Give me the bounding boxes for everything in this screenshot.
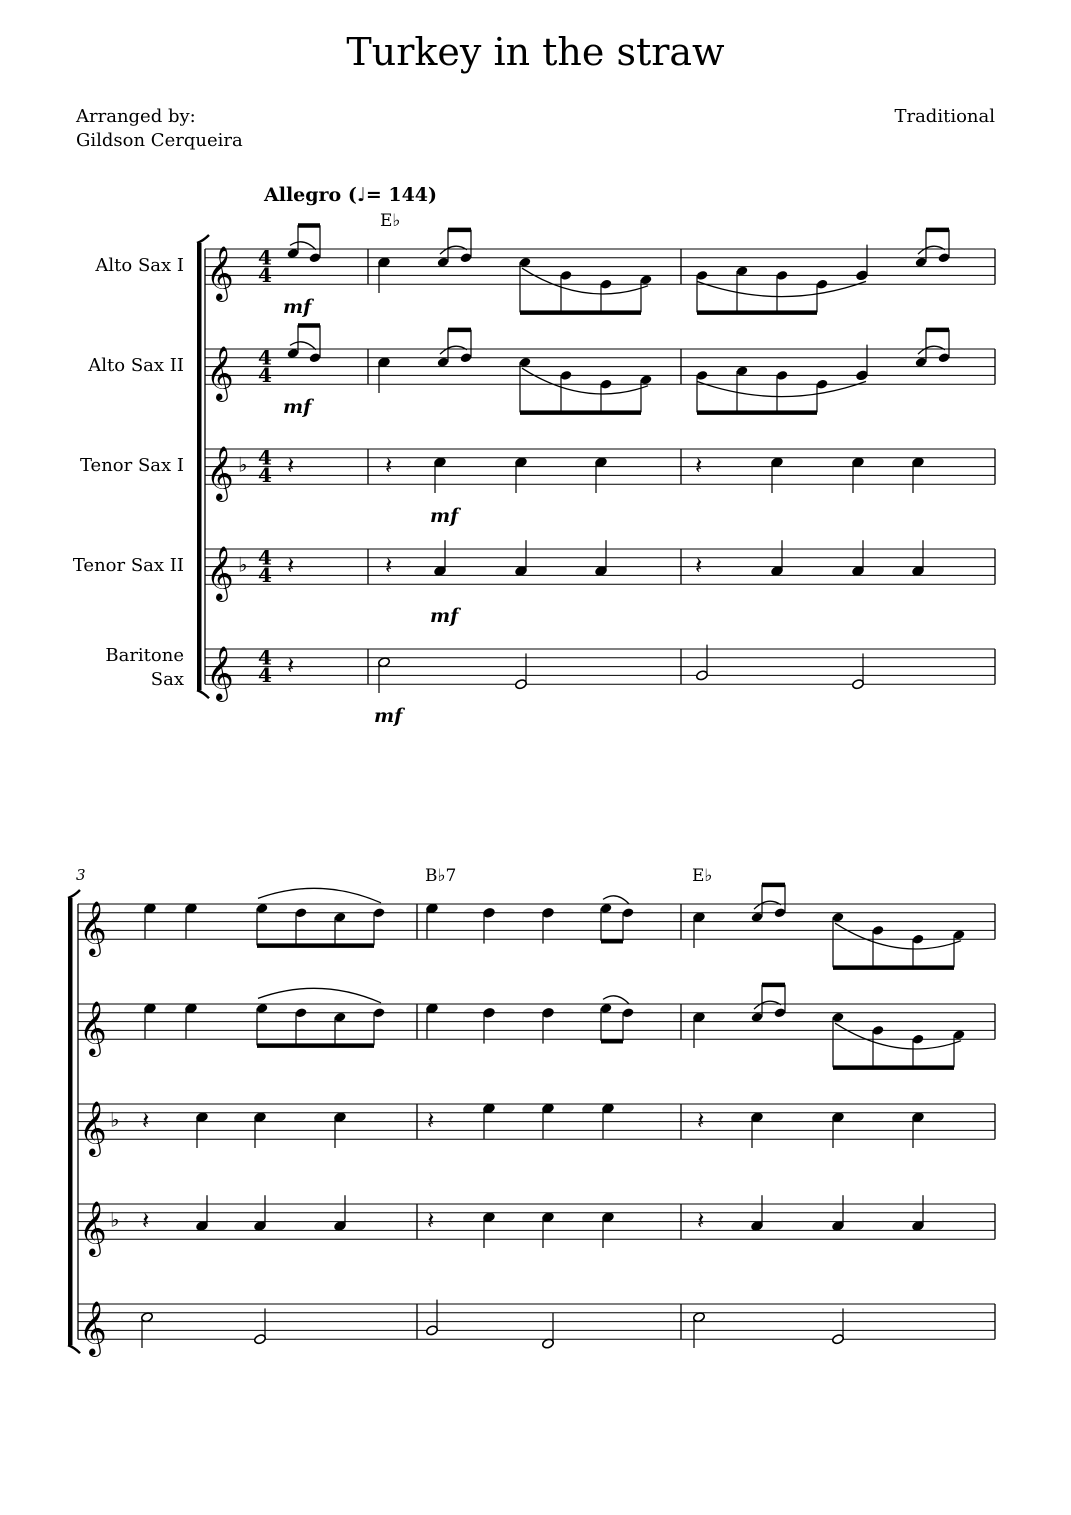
quarter-rest: 𝄽 (427, 1106, 435, 1135)
time-signature-denominator: 4 (258, 363, 272, 388)
treble-clef-icon: 𝄞 (79, 1200, 107, 1256)
time-signature-denominator: 4 (258, 463, 272, 488)
flat-key-signature: ♭ (238, 452, 248, 477)
beam (601, 1039, 623, 1044)
time-signature-numerator: 4 (258, 545, 272, 570)
quarter-rest: 𝄽 (385, 551, 393, 580)
time-signature-denominator: 4 (258, 663, 272, 688)
system-bracket (197, 243, 202, 690)
beam (520, 310, 641, 315)
dynamic-marking: mf (430, 505, 459, 527)
slur (697, 281, 866, 296)
slur (754, 1001, 781, 1009)
bracket-hook-top (68, 890, 80, 898)
slur (603, 896, 629, 904)
slur (258, 988, 381, 1002)
flat-key-signature: ♭ (238, 552, 248, 577)
beam (833, 1065, 954, 1070)
treble-clef-icon: 𝄞 (206, 545, 234, 601)
treble-clef-icon: 𝄞 (79, 1000, 107, 1056)
quarter-rest: 𝄽 (695, 551, 703, 580)
beam (833, 965, 954, 970)
flat-key-signature: ♭ (110, 1207, 120, 1232)
flat-key-signature: ♭ (110, 1107, 120, 1132)
instrument-name-tenor-sax-1: Tenor Sax I (79, 455, 184, 476)
beam (448, 228, 471, 233)
quarter-rest: 𝄽 (695, 451, 703, 480)
beam (697, 410, 817, 415)
treble-clef-icon: 𝄞 (79, 1100, 107, 1156)
treble-clef-icon: 𝄞 (206, 445, 234, 501)
quarter-rest: 𝄽 (142, 1206, 150, 1235)
slur (440, 246, 467, 254)
arranger-label: Arranged by: (76, 106, 196, 127)
instrument-name-line1: Baritone (105, 645, 184, 666)
slur (522, 268, 648, 294)
beam (298, 323, 320, 328)
instrument-name-alto-sax-1: Alto Sax I (95, 255, 184, 276)
slur (918, 346, 945, 354)
quarter-rest: 𝄽 (287, 651, 295, 680)
beam (926, 228, 949, 233)
slur (697, 381, 866, 396)
dynamic-marking: mf (374, 705, 403, 727)
time-signature-numerator: 4 (258, 345, 272, 370)
measure-number: 3 (76, 866, 86, 884)
treble-clef-icon: 𝄞 (79, 1300, 107, 1356)
beam (762, 883, 785, 888)
quarter-rest: 𝄽 (385, 451, 393, 480)
quarter-rest: 𝄽 (697, 1206, 705, 1235)
chord-symbol: B♭7 (425, 866, 457, 886)
slur (835, 1023, 961, 1049)
beam (697, 310, 817, 315)
quarter-rest: 𝄽 (427, 1206, 435, 1235)
beam (257, 943, 374, 948)
chord-symbol: E♭ (692, 866, 713, 886)
time-signature-numerator: 4 (258, 245, 272, 270)
slur (522, 368, 648, 394)
quarter-rest: 𝄽 (142, 1106, 150, 1135)
arranger-name: Gildson Cerqueira (76, 130, 243, 151)
instrument-name-line2: Sax (150, 669, 184, 690)
instrument-name-tenor-sax-2: Tenor Sax II (72, 555, 184, 576)
instrument-name-alto-sax-2: Alto Sax II (88, 355, 184, 376)
beam (926, 328, 949, 333)
quarter-rest: 𝄽 (287, 451, 295, 480)
tempo-word: Allegro ( (264, 184, 357, 206)
slur (603, 996, 629, 1004)
beam (257, 1043, 374, 1048)
quarter-rest: 𝄽 (287, 551, 295, 580)
quarter-rest: 𝄽 (697, 1106, 705, 1135)
time-signature-denominator: 4 (258, 563, 272, 588)
time-signature-numerator: 4 (258, 645, 272, 670)
beam (762, 983, 785, 988)
beam (448, 328, 471, 333)
beam (298, 223, 320, 228)
beam (601, 939, 623, 944)
chord-symbol: E♭ (380, 211, 401, 231)
slur (258, 888, 381, 902)
treble-clef-icon: 𝄞 (206, 645, 234, 701)
treble-clef-icon: 𝄞 (79, 900, 107, 956)
treble-clef-icon: 𝄞 (206, 245, 234, 301)
slur (835, 923, 961, 949)
slur (440, 346, 467, 354)
quarter-note-icon: ♩ (356, 184, 366, 206)
treble-clef-icon: 𝄞 (206, 345, 234, 401)
dynamic-marking: mf (283, 296, 312, 318)
beam (520, 410, 641, 415)
composer: Traditional (894, 106, 995, 127)
slur (754, 901, 781, 909)
time-signature-denominator: 4 (258, 263, 272, 288)
slur (918, 246, 945, 254)
dynamic-marking: mf (283, 396, 312, 418)
time-signature-numerator: 4 (258, 445, 272, 470)
tempo-value: = 144) (365, 184, 437, 206)
score-title: Turkey in the straw (346, 30, 725, 74)
bracket-hook-top (197, 235, 209, 243)
dynamic-marking: mf (430, 605, 459, 627)
system-bracket (68, 898, 73, 1345)
